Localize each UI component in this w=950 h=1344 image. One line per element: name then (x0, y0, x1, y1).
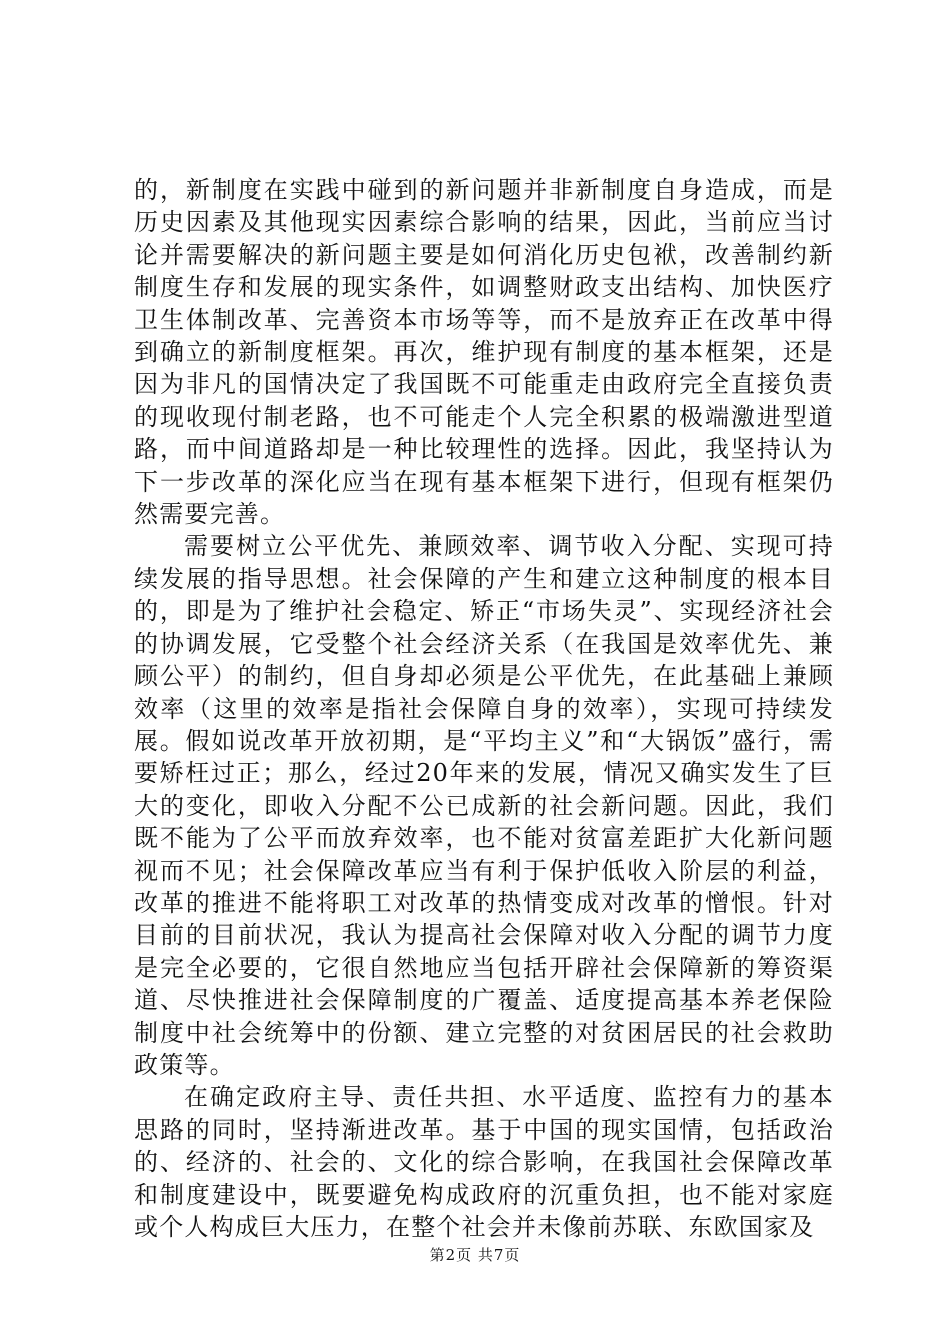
paragraph-3: 在确定政府主导、责任共担、水平适度、监控有力的基本思路的同时，坚持渐进改革。基于中国的现实国情，包括政治的、经济的、社会的、文化的综合影响，在我国社会保障改革和制度建设中，既要避免构成政府的沉重负担，也不能对家庭或个人构成巨大压力，在整个社会并未像前苏联、东欧国家及 (134, 1083, 834, 1241)
body-text (134, 174, 834, 1243)
paragraph-2: 需要树立公平优先、兼顾效率、调节收入分配、实现可持续发展的指导思想。社会保障的产生和建立这种制度的根本目的，即是为了维护社会稳定、矫正“市场失灵”、实现经济社会的协调发展，它受整个社会经济关系（在我国是效率优先、兼顾公平）的制约，但自身却必须是公平优先，在此基础上兼顾效率（这里的效率是指社会保障自身的效率），实现可持续发展。假如说改革开放初期，是“平均主义”和“大锅饭”盛行，需要矫枉过正；那么，经过20年来的发展，情况又确实发生了巨大的变化，即收入分配不公已成新的社会新问题。因此，我们既不能为了公平而放弃效率，也不能对贫富差距扩大化新问题视而不见；社会保障改革应当有利于保护低收入阶层的利益，改革的推进不能将职工对改革的热情变成对改革的憎恨。针对目前的目前状况，我认为提高社会保障对收入分配的调节力度是完全必要的，它很自然地应当包括开辟社会保障新的筹资渠道、尽快推进社会保障制度的广覆盖、适度提高基本养老保险制度中社会统筹中的份额、建立完整的对贫困居民的社会救助政策等。 (134, 532, 834, 1079)
page-footer: 第2页 共7页 (429, 1246, 521, 1264)
paragraph-1: 的，新制度在实践中碰到的新问题并非新制度自身造成，而是历史因素及其他现实因素综合影响的结果，因此，当前应当讨论并需要解决的新问题主要是如何消化历史包袱，改善制约新制度生存和发展的现实条件，如调整财政支出结构、加快医疗卫生体制改革、完善资本市场等等，而不是放弃正在改革中得到确立的新制度框架。再次，维护现有制度的基本框架，还是因为非凡的国情决定了我国既不可能重走由政府完全直接负责的现收现付制老路，也不可能走个人完全积累的极端激进型道路，而中间道路却是一种比较理性的选择。因此，我坚持认为下一步改革的深化应当在现有基本框架下进行，但现有框架仍然需要完善。 (134, 176, 834, 529)
